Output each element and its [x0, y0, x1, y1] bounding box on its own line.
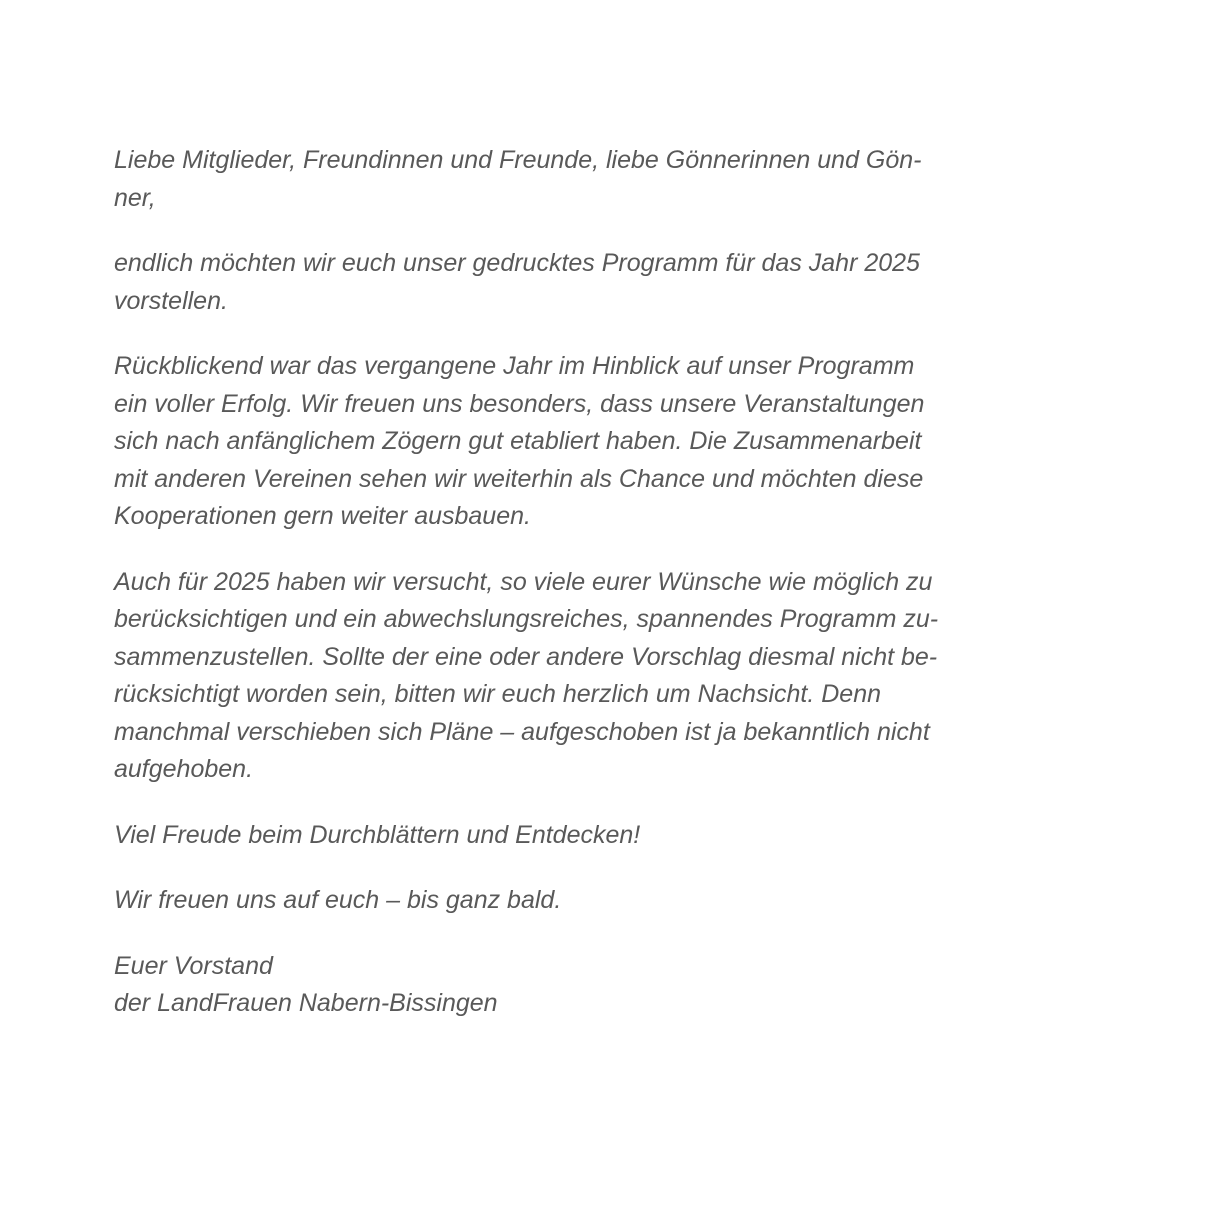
paragraph-closing — [114, 882, 1044, 920]
paragraph-line: aufgehoben. — [114, 755, 254, 783]
paragraph-line: Auch für 2025 haben wir versucht, so viele eurer Wünsche wie möglich zu — [114, 567, 933, 596]
paragraph-line: Viel Freude beim Durchblättern und Entdecken! — [114, 820, 641, 849]
paragraph-review — [114, 348, 1044, 536]
paragraph-line: vorstellen. — [114, 286, 228, 315]
paragraph-intro — [114, 245, 1044, 320]
paragraph-line: Rückblickend war das vergangene Jahr im Hinblick auf unser Programm — [114, 352, 915, 380]
paragraph-line: Wir freuen uns auf euch – bis ganz bald. — [114, 886, 562, 914]
letter-body — [114, 142, 1044, 1051]
paragraph-line: mit anderen Vereinen sehen wir weiterhin als Chance und möchten diese — [114, 464, 924, 493]
paragraph-line: manchmal verschieben sich Pläne – aufgeschoben ist ja bekanntlich nicht — [114, 717, 930, 746]
paragraph-line: berücksichtigen und ein abwechslungsreiches, spannendes Programm zu- — [114, 605, 939, 633]
greeting — [114, 142, 1044, 217]
paragraph-line: Kooperationen gern weiter ausbauen. — [114, 502, 531, 530]
paragraph-line: sammenzustellen. Sollte der eine oder andere Vorschlag diesmal nicht be- — [114, 642, 938, 671]
greeting-line: Liebe Mitglieder, Freundinnen und Freunde, liebe Gönnerinnen und Gön- — [114, 146, 922, 174]
signature-line: Euer Vorstand — [114, 951, 273, 980]
paragraph-line: rücksichtigt worden sein, bitten wir euch herzlich um Nachsicht. Denn — [114, 680, 882, 708]
greeting-line: ner, — [114, 183, 156, 212]
paragraph-program — [114, 564, 1044, 789]
signature-line: der LandFrauen Nabern-Bissingen — [114, 989, 498, 1017]
paragraph-line: sich nach anfänglichem Zögern gut etabliert haben. Die Zusammenarbeit — [114, 427, 922, 455]
paragraph-line: endlich möchten wir euch unser gedrucktes Programm für das Jahr 2025 — [114, 249, 920, 277]
signature — [114, 948, 1044, 1023]
paragraph-line: ein voller Erfolg. Wir freuen uns besonders, dass unsere Veranstaltungen — [114, 389, 925, 418]
paragraph-enjoy — [114, 817, 1044, 855]
